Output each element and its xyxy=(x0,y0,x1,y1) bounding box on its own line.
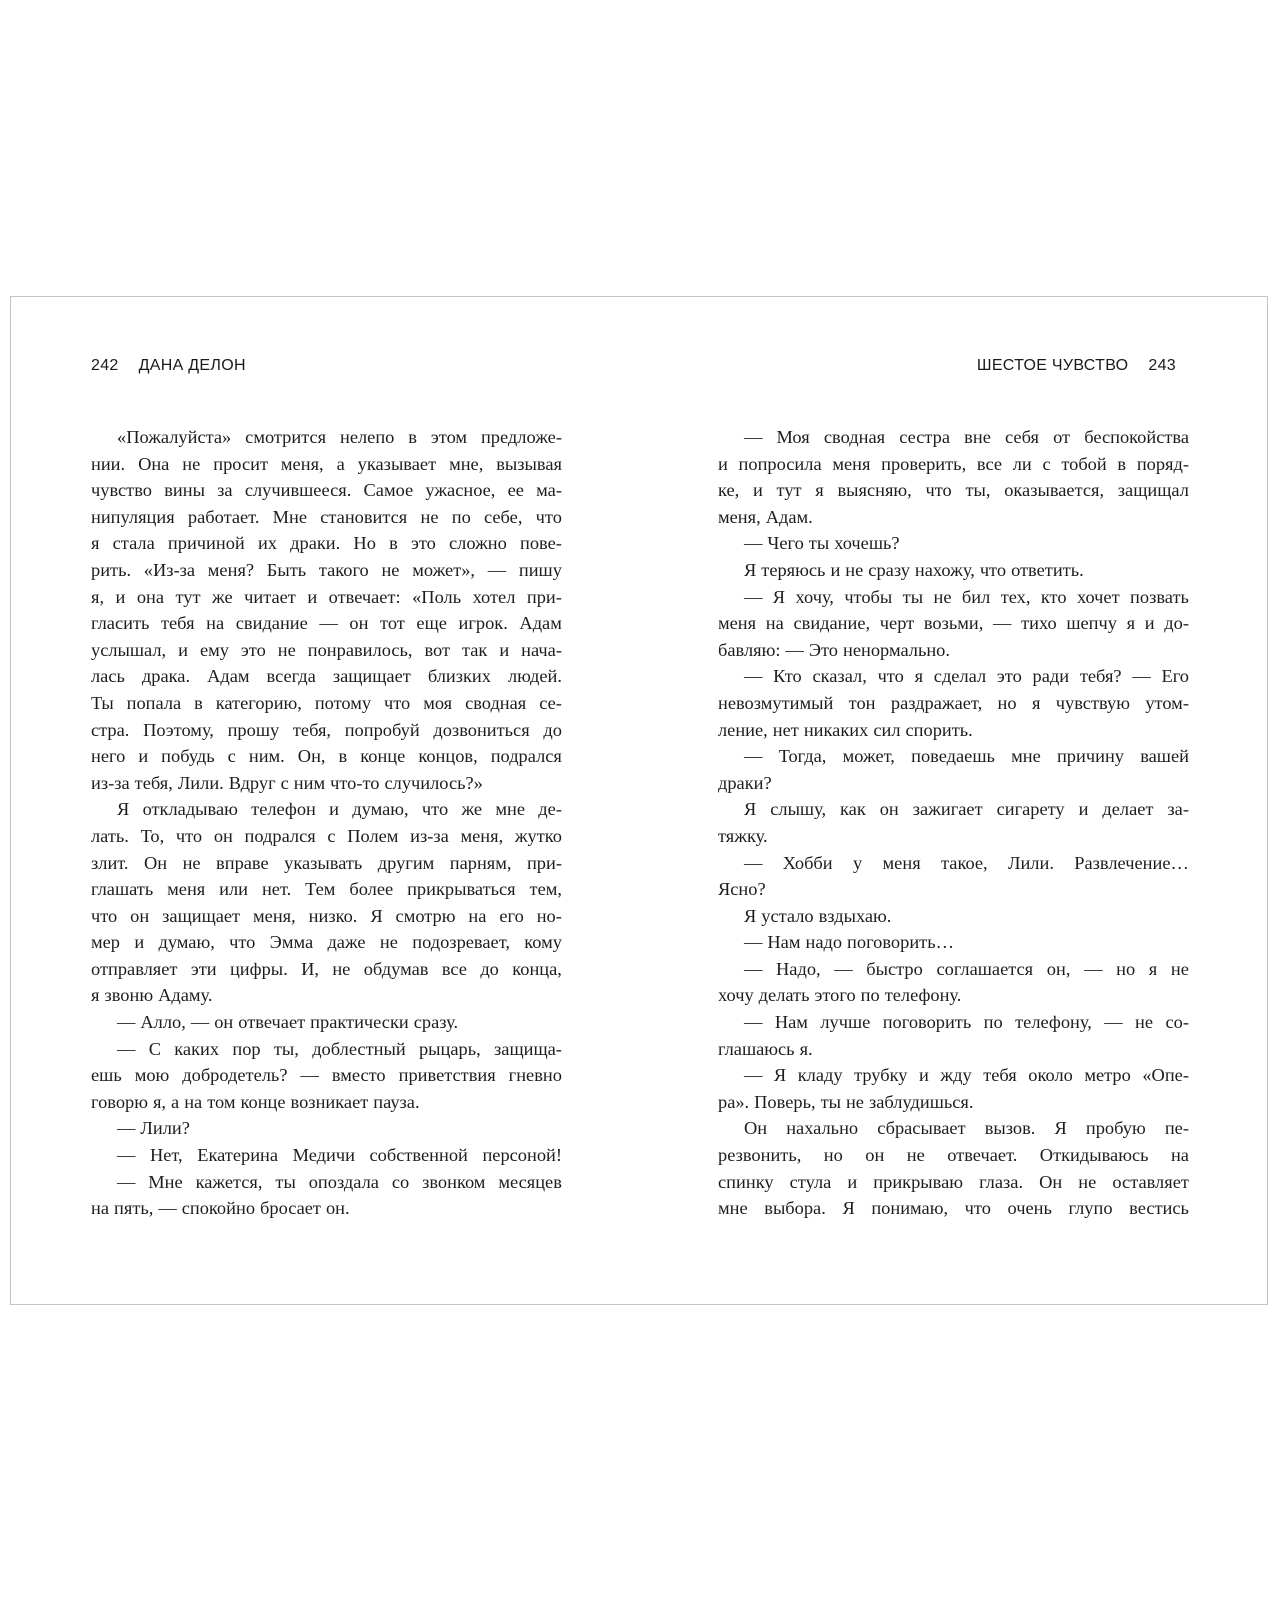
left-text-line: — Алло, — он отвечает практически сразу. xyxy=(117,1012,459,1033)
left-text-line: отправляет эти цифры. И, не обдумав все до конца, xyxy=(91,958,562,979)
left-running-head: ДАНА ДЕЛОН xyxy=(138,357,246,374)
right-text-line: ра». Поверь, ты не заблудишься. xyxy=(718,1091,974,1112)
left-text-line: лать. То, что он подрался с Полем из-за меня, жутко xyxy=(91,825,562,846)
right-text-line: резвонить, но он не отвечает. Откидываюсь на xyxy=(718,1145,1189,1166)
right-text-line: и попросила меня проверить, все ли с тобой в поряд- xyxy=(718,453,1189,474)
right-text-line: драки? xyxy=(718,772,772,793)
left-text-line: что он защищает меня, низко. Я смотрю на его но- xyxy=(91,905,562,926)
left-text-line: Я откладываю телефон и думаю, что же мне де- xyxy=(117,799,562,820)
left-text-line: чувство вины за случившееся. Самое ужасное, ее ма- xyxy=(91,480,562,501)
right-text-line: — Чего ты хочешь? xyxy=(744,533,900,554)
right-text-line: невозмутимый тон раздражает, но я чувствую утом- xyxy=(718,692,1189,713)
right-text-line: Я теряюсь и не сразу нахожу, что ответить. xyxy=(744,559,1084,580)
left-text-line: я, и она тут же читает и отвечает: «Поль хотел при- xyxy=(91,586,562,607)
left-text-line: я стала причиной их драки. Но в это сложно пове- xyxy=(91,533,562,554)
left-text-line: — С каких пор ты, доблестный рыцарь, защища- xyxy=(117,1038,562,1059)
left-text-line: нии. Она не просит меня, а указывает мне, вызывая xyxy=(91,453,562,474)
right-text-line: Он нахально сбрасывает вызов. Я пробую пе- xyxy=(744,1118,1189,1139)
left-text-line: него и побудь с ним. Он, в конце концов, подрался xyxy=(91,746,562,767)
right-text-line: спинку стула и прикрываю глаза. Он не оставляет xyxy=(718,1171,1189,1192)
left-text-line: — Лили? xyxy=(117,1118,190,1139)
left-text-line: нипуляция работает. Мне становится не по себе, что xyxy=(91,506,562,527)
left-text-line: «Пожалуйста» смотрится нелепо в этом предложе- xyxy=(117,427,562,447)
left-page-number: 242 xyxy=(91,357,119,374)
right-text-line: хочу делать этого по телефону. xyxy=(718,985,962,1006)
book-spread xyxy=(10,296,1268,1305)
right-text-line: мне выбора. Я понимаю, что очень глупо вестись xyxy=(718,1198,1189,1219)
right-running-head: ШЕСТОЕ ЧУВСТВО xyxy=(976,357,1129,374)
right-text-line: меня на свидание, черт возьми, — тихо шепчу я и до- xyxy=(718,613,1189,634)
left-text-line: из-за тебя, Лили. Вдруг с ним что-то случилось?» xyxy=(91,772,483,793)
left-text-line: ешь мою добродетель? — вместо приветствия гневно xyxy=(91,1065,562,1086)
right-text-line: — Хобби у меня такое, Лили. Развлечение… xyxy=(744,852,1189,873)
left-text-line: Ты попала в категорию, потому что моя сводная се- xyxy=(91,692,562,713)
left-text-line: говорю я, а на том конце возникает пауза. xyxy=(91,1091,420,1112)
right-page-text xyxy=(718,424,1189,1222)
left-text-line: мер и думаю, что Эмма даже не подозревает, кому xyxy=(91,932,562,953)
right-text-line: ке, и тут я выясняю, что ты, оказывается, защищал xyxy=(718,480,1189,501)
right-text-line: Я устало вздыхаю. xyxy=(744,905,892,926)
right-text-line: — Я хочу, чтобы ты не бил тех, кто хочет позвать xyxy=(744,586,1189,607)
right-text-line: — Я кладу трубку и жду тебя около метро «Опе- xyxy=(744,1065,1189,1086)
left-text-line: — Мне кажется, ты опоздала со звонком месяцев xyxy=(117,1171,562,1192)
right-text-line: — Кто сказал, что я сделал это ради тебя? — Его xyxy=(744,666,1189,687)
right-running-header xyxy=(977,357,1176,375)
right-text-line: Я слышу, как он зажигает сигарету и делает за- xyxy=(744,799,1189,820)
left-running-header xyxy=(91,357,246,375)
left-text-line: на пять, — спокойно бросает он. xyxy=(91,1198,350,1219)
right-text-line: меня, Адам. xyxy=(718,506,813,527)
right-text-line: тяжку. xyxy=(718,825,768,846)
left-page-text xyxy=(91,424,562,1222)
right-text-line: ление, нет никаких сил спорить. xyxy=(718,719,973,740)
right-text-line: — Моя сводная сестра вне себя от беспокойства xyxy=(744,427,1189,447)
right-text-line: Ясно? xyxy=(718,879,766,900)
left-text-line: я звоню Адаму. xyxy=(91,985,213,1006)
left-text-line: услышал, и ему это не понравилось, вот так и нача- xyxy=(91,639,562,660)
left-text-line: — Нет, Екатерина Медичи собственной персоной! xyxy=(117,1145,562,1166)
right-text-line: бавляю: — Это ненормально. xyxy=(718,639,950,660)
right-text-line: — Нам надо поговорить… xyxy=(744,932,954,953)
left-text-line: рить. «Из-за меня? Быть такого не может», — пишу xyxy=(91,559,562,580)
right-text-line: — Надо, — быстро соглашается он, — но я не xyxy=(744,958,1189,979)
right-text-line: — Тогда, может, поведаешь мне причину вашей xyxy=(744,746,1189,767)
left-text-line: лась драка. Адам всегда защищает близких людей. xyxy=(91,666,562,687)
right-text-line: — Нам лучше поговорить по телефону, — не со- xyxy=(744,1012,1189,1033)
left-text-line: стра. Поэтому, прошу тебя, попробуй дозвониться до xyxy=(91,719,562,740)
right-page-number: 243 xyxy=(1148,357,1176,374)
left-text-line: глашать меня или нет. Тем более прикрываться тем, xyxy=(91,879,562,900)
right-text-line: глашаюсь я. xyxy=(718,1038,813,1059)
left-text-line: гласить тебя на свидание — он тот еще игрок. Адам xyxy=(91,613,562,634)
left-text-line: злит. Он не вправе указывать другим парням, при- xyxy=(91,852,562,873)
